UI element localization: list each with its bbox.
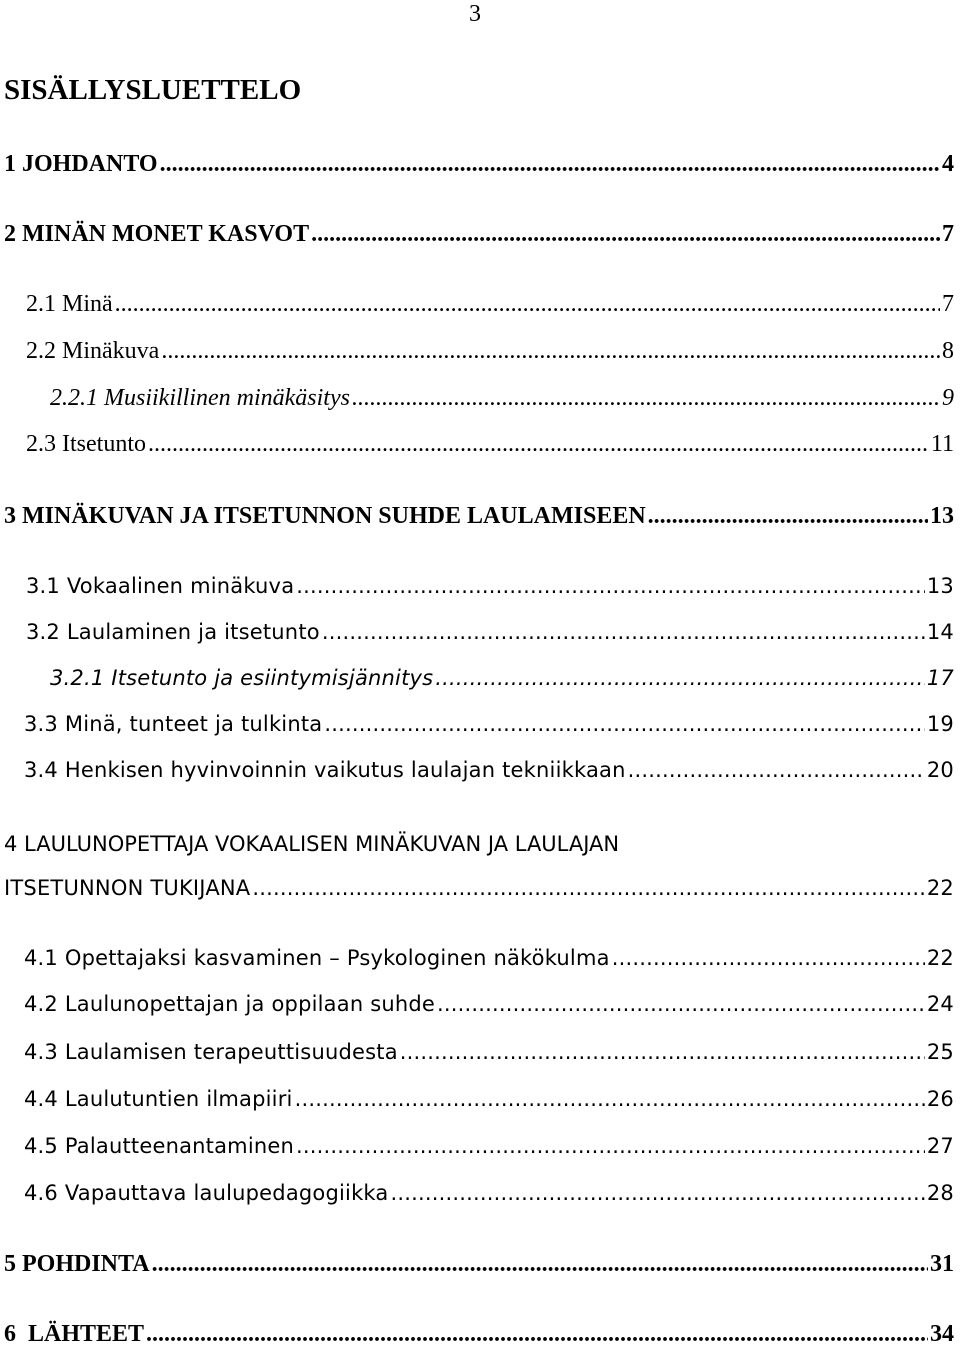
toc-entry-label: 4.4 Laulutuntien ilmapiiri [24, 1087, 293, 1111]
toc-entry-page: 34 [930, 1321, 954, 1347]
toc-entry-label: 3.3 Minä, tunteet ja tulkinta [24, 712, 323, 736]
toc-entry-label: 4.2 Laulunopettajan ja oppilaan suhde [24, 992, 436, 1016]
dot-leader [295, 1085, 925, 1113]
toc-entry-page: 19 [926, 712, 954, 736]
toc-entry-label: ITSETUNNON TUKIJANA [4, 876, 251, 900]
dot-leader [612, 944, 925, 972]
dot-leader [400, 1038, 925, 1066]
dot-leader [324, 710, 925, 738]
toc-entry-page: 8 [942, 338, 954, 364]
toc-entry-laulunopettajan-ja-oppilaan-suhde[interactable] [24, 990, 954, 1018]
dot-leader [148, 430, 929, 458]
toc-entry-label: 3.1 Vokaalinen minäkuva [26, 574, 295, 598]
dot-leader [311, 220, 940, 248]
toc-entry-page: 22 [926, 876, 954, 900]
toc-entry-page: 28 [926, 1181, 954, 1205]
toc-entry-page: 17 [926, 666, 954, 690]
toc-entry-vokaalinen-minakuva[interactable] [26, 572, 954, 600]
toc-entry-page: 4 [942, 151, 954, 177]
toc-entry-laulamisen-terapeuttisuudesta[interactable] [24, 1038, 954, 1066]
toc-entry-page: 20 [926, 758, 954, 782]
dot-leader [252, 874, 924, 902]
toc-entry-page: 9 [942, 385, 954, 411]
toc-entry-henkisen-hyvinvoinnin-vaikutus[interactable] [24, 756, 954, 784]
toc-entry-label: 2.1 Minä [26, 291, 113, 317]
toc-entry-page: 26 [926, 1087, 954, 1111]
dot-leader [296, 1132, 925, 1160]
toc-entry-lahteet[interactable] [4, 1320, 954, 1348]
toc-entry-label: 3.2.1 Itsetunto ja esiintymisjännitys [50, 666, 434, 690]
dot-leader [115, 290, 940, 318]
toc-entry-page: 31 [930, 1251, 954, 1277]
toc-entry-label: 4.3 Laulamisen terapeuttisuudesta [24, 1040, 398, 1064]
toc-entry-minan-monet-kasvot[interactable] [4, 220, 954, 248]
toc-entry-label: 3.4 Henkisen hyvinvoinnin vaikutus laulajan tekniikkaan [24, 758, 626, 782]
toc-entry-opettajaksi-kasvaminen[interactable] [24, 944, 954, 972]
toc-entry-laulutuntien-ilmapiiri[interactable] [24, 1085, 954, 1113]
dot-leader [296, 572, 925, 600]
toc-entry-page: 25 [926, 1040, 954, 1064]
toc-entry-pohdinta[interactable] [4, 1250, 954, 1278]
toc-entry-mina-tunteet-ja-tulkinta[interactable] [24, 710, 954, 738]
dot-leader [322, 618, 925, 646]
toc-entry-page: 24 [926, 992, 954, 1016]
dot-leader [352, 384, 940, 412]
dot-leader [152, 1250, 928, 1278]
toc-entry-laulunopettaja[interactable] [4, 874, 954, 902]
toc-entry-label: 2.2 Minäkuva [26, 338, 160, 364]
toc-entry-label: 2 MINÄN MONET KASVOT [4, 221, 310, 247]
toc-entry-itsetunto-ja-esiintymisjannitys[interactable] [50, 664, 954, 692]
toc-entry-label: 2.3 Itsetunto [26, 431, 146, 457]
toc-entry-label: 4.6 Vapauttava laulupedagogiikka [24, 1181, 389, 1205]
dot-leader [146, 1320, 928, 1348]
toc-entry-minakuva[interactable] [26, 337, 954, 365]
toc-title: SISÄLLYSLUETTELO [4, 74, 302, 106]
toc-entry-label: 1 JOHDANTO [4, 151, 158, 177]
toc-entry-page: 11 [930, 431, 954, 457]
toc-entry-label: 6 LÄHTEET [4, 1321, 145, 1347]
toc-entry-page: 7 [942, 221, 954, 247]
toc-entry-minakuvan-ja-itsetunnon-suhde[interactable] [4, 502, 954, 530]
toc-entry-label: 5 POHDINTA [4, 1251, 150, 1277]
toc-entry-page: 14 [926, 620, 954, 644]
toc-entry-musiikillinen-minakasitys[interactable] [50, 384, 954, 412]
toc-entry-page: 7 [942, 291, 954, 317]
toc-entry-itsetunto[interactable] [26, 430, 954, 458]
toc-entry-page: 27 [926, 1134, 954, 1158]
toc-entry-page: 13 [926, 574, 954, 598]
toc-entry-laulunopettaja-line1[interactable]: 4 LAULUNOPETTAJA VOKAALISEN MINÄKUVAN JA LAULAJAN [4, 832, 620, 856]
toc-entry-johdanto[interactable] [4, 150, 954, 178]
dot-leader [161, 337, 940, 365]
toc-entry-label: 4.1 Opettajaksi kasvaminen – Psykologinen näkökulma [24, 946, 610, 970]
toc-entry-label: 4.5 Palautteenantaminen [24, 1134, 295, 1158]
toc-entry-page: 22 [926, 946, 954, 970]
toc-entry-label: 3.2 Laulaminen ja itsetunto [26, 620, 320, 644]
toc-entry-mina[interactable] [26, 290, 954, 318]
toc-entry-palautteenantaminen[interactable] [24, 1132, 954, 1160]
dot-leader [160, 150, 940, 178]
dot-leader [391, 1179, 925, 1207]
toc-entry-vapauttava-laulupedagogiikka[interactable] [24, 1179, 954, 1207]
dot-leader [435, 664, 925, 692]
dot-leader [437, 990, 925, 1018]
toc-entry-page: 13 [930, 503, 954, 529]
dot-leader [628, 756, 925, 784]
toc-entry-label: 3 MINÄKUVAN JA ITSETUNNON SUHDE LAULAMISEEN [4, 503, 646, 529]
page-number: 3 [469, 1, 481, 27]
dot-leader [648, 502, 928, 530]
toc-entry-laulaminen-ja-itsetunto[interactable] [26, 618, 954, 646]
toc-entry-label: 2.2.1 Musiikillinen minäkäsitys [50, 385, 350, 411]
